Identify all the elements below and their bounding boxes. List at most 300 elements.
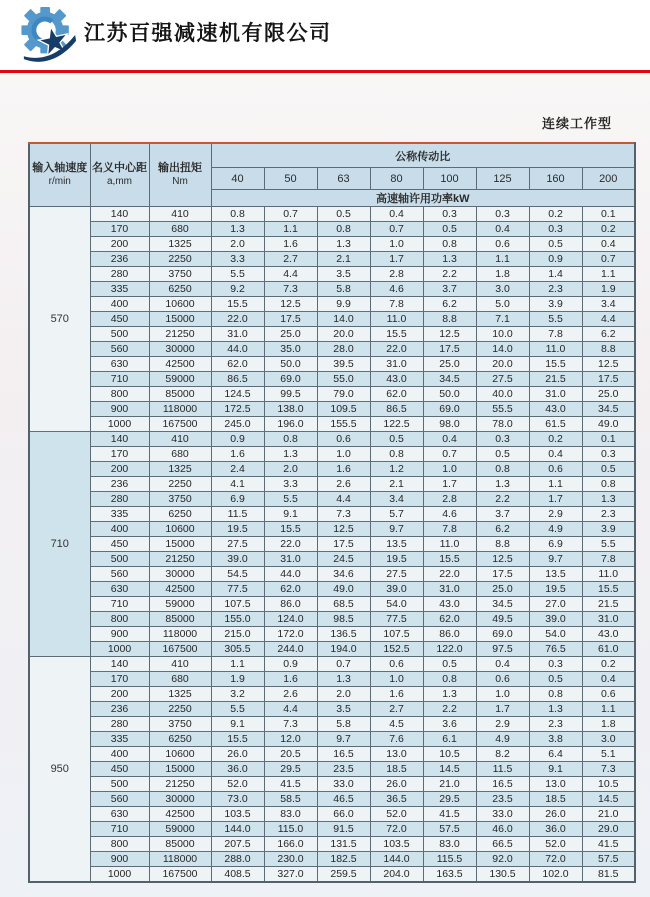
table-row: [29, 387, 635, 402]
power-value-cell: 11.5: [476, 762, 529, 777]
power-value-cell: 3.5: [317, 267, 370, 282]
power-value-cell: 0.4: [476, 222, 529, 237]
power-value-cell: 12.5: [317, 522, 370, 537]
power-value-cell: 19.5: [529, 582, 582, 597]
power-value-cell: 0.3: [529, 657, 582, 672]
ratio-header-cell: 80: [370, 168, 423, 190]
power-value-cell: 26.0: [211, 747, 264, 762]
power-value-cell: 23.5: [476, 792, 529, 807]
power-value-cell: 86.0: [264, 597, 317, 612]
power-value-cell: 5.8: [317, 282, 370, 297]
input-speed-header-label: 输入轴速度: [32, 162, 88, 174]
table-row: [29, 207, 635, 222]
center-distance-cell: 1000: [90, 642, 149, 657]
power-value-cell: 3.0: [582, 732, 635, 747]
table-row: [29, 642, 635, 657]
power-value-cell: 1.0: [370, 237, 423, 252]
table-row: [29, 447, 635, 462]
ratio-header-cell: 100: [423, 168, 476, 190]
ratio-header-cell: 200: [582, 168, 635, 190]
power-value-cell: 103.5: [370, 837, 423, 852]
power-value-cell: 1.1: [582, 267, 635, 282]
power-value-cell: 0.4: [529, 447, 582, 462]
input-speed-header: [29, 143, 90, 207]
power-value-cell: 0.1: [582, 207, 635, 222]
power-value-cell: 2.9: [476, 717, 529, 732]
power-value-cell: 4.1: [211, 477, 264, 492]
table-row: [29, 237, 635, 252]
table-row: [29, 432, 635, 447]
power-value-cell: 15.5: [529, 357, 582, 372]
power-value-cell: 4.4: [582, 312, 635, 327]
power-value-cell: 69.0: [423, 402, 476, 417]
power-value-cell: 3.7: [423, 282, 476, 297]
power-value-cell: 0.4: [582, 237, 635, 252]
power-value-cell: 259.5: [317, 867, 370, 883]
power-value-cell: 8.8: [476, 537, 529, 552]
power-value-cell: 52.0: [211, 777, 264, 792]
table-row: [29, 552, 635, 567]
power-value-cell: 13.5: [529, 567, 582, 582]
table-row: [29, 852, 635, 867]
power-value-cell: 2.2: [423, 267, 476, 282]
power-value-cell: 14.5: [423, 762, 476, 777]
output-torque-cell: 680: [149, 672, 211, 687]
power-value-cell: 27.5: [370, 567, 423, 582]
center-distance-cell: 335: [90, 282, 149, 297]
ratio-header-cell: 160: [529, 168, 582, 190]
center-distance-cell: 450: [90, 312, 149, 327]
power-value-cell: 21.0: [423, 777, 476, 792]
power-value-cell: 8.8: [582, 342, 635, 357]
table-row: [29, 612, 635, 627]
power-value-cell: 1.6: [211, 447, 264, 462]
ratio-header-cell: 40: [211, 168, 264, 190]
power-value-cell: 122.0: [423, 642, 476, 657]
power-value-cell: 18.5: [529, 792, 582, 807]
power-value-cell: 1.9: [582, 282, 635, 297]
power-value-cell: 0.6: [582, 687, 635, 702]
output-torque-cell: 30000: [149, 567, 211, 582]
power-value-cell: 115.5: [423, 852, 476, 867]
center-distance-cell: 450: [90, 762, 149, 777]
table-row: [29, 267, 635, 282]
power-value-cell: 2.7: [264, 252, 317, 267]
power-value-cell: 2.9: [529, 507, 582, 522]
center-distance-cell: 800: [90, 837, 149, 852]
power-value-cell: 62.0: [264, 582, 317, 597]
power-value-cell: 172.5: [211, 402, 264, 417]
power-value-cell: 11.0: [423, 537, 476, 552]
power-value-cell: 1.6: [264, 672, 317, 687]
power-value-cell: 34.5: [423, 372, 476, 387]
output-torque-cell: 410: [149, 657, 211, 672]
power-value-cell: 196.0: [264, 417, 317, 432]
power-value-cell: 21.5: [529, 372, 582, 387]
power-value-cell: 8.8: [423, 312, 476, 327]
power-value-cell: 215.0: [211, 627, 264, 642]
output-torque-cell: 30000: [149, 342, 211, 357]
table-row: [29, 597, 635, 612]
power-value-cell: 12.5: [264, 297, 317, 312]
power-value-cell: 0.6: [529, 462, 582, 477]
power-value-cell: 131.5: [317, 837, 370, 852]
power-value-cell: 0.3: [582, 447, 635, 462]
site-header: [0, 0, 650, 70]
header-row-ratio-title: [29, 143, 635, 168]
power-value-cell: 244.0: [264, 642, 317, 657]
output-torque-cell: 1325: [149, 687, 211, 702]
power-value-cell: 1.3: [582, 492, 635, 507]
power-value-cell: 55.5: [476, 402, 529, 417]
power-rating-table: [28, 142, 636, 883]
power-value-cell: 12.5: [582, 357, 635, 372]
output-torque-cell: 85000: [149, 387, 211, 402]
power-value-cell: 5.5: [211, 702, 264, 717]
power-value-cell: 1.6: [264, 237, 317, 252]
power-value-cell: 4.4: [264, 702, 317, 717]
output-torque-cell: 3750: [149, 267, 211, 282]
center-distance-cell: 710: [90, 372, 149, 387]
power-value-cell: 0.5: [423, 657, 476, 672]
center-distance-cell: 236: [90, 252, 149, 267]
power-value-cell: 1.6: [317, 462, 370, 477]
center-distance-cell: 335: [90, 507, 149, 522]
table-head: [29, 143, 635, 207]
power-value-cell: 0.7: [582, 252, 635, 267]
power-value-cell: 31.0: [529, 387, 582, 402]
power-value-cell: 50.0: [264, 357, 317, 372]
power-value-cell: 0.8: [317, 222, 370, 237]
center-distance-header: [90, 143, 149, 207]
output-torque-cell: 85000: [149, 612, 211, 627]
power-value-cell: 21.0: [582, 807, 635, 822]
power-value-cell: 0.7: [423, 447, 476, 462]
power-value-cell: 115.0: [264, 822, 317, 837]
output-torque-cell: 21250: [149, 327, 211, 342]
power-value-cell: 14.5: [582, 792, 635, 807]
output-torque-cell: 59000: [149, 372, 211, 387]
power-value-cell: 9.7: [370, 522, 423, 537]
power-value-cell: 3.4: [582, 297, 635, 312]
power-value-cell: 20.5: [264, 747, 317, 762]
power-value-cell: 10.5: [582, 777, 635, 792]
table-row: [29, 297, 635, 312]
power-value-cell: 34.5: [476, 597, 529, 612]
center-distance-cell: 900: [90, 852, 149, 867]
power-value-cell: 138.0: [264, 402, 317, 417]
power-value-cell: 0.8: [423, 672, 476, 687]
power-value-cell: 2.0: [317, 687, 370, 702]
power-value-cell: 0.5: [317, 207, 370, 222]
power-value-cell: 3.0: [476, 282, 529, 297]
table-row: [29, 342, 635, 357]
power-value-cell: 0.3: [476, 207, 529, 222]
table-row: [29, 687, 635, 702]
power-value-cell: 41.5: [264, 777, 317, 792]
power-value-cell: 0.5: [423, 222, 476, 237]
center-distance-cell: 170: [90, 672, 149, 687]
power-value-cell: 33.0: [317, 777, 370, 792]
power-value-cell: 7.8: [423, 522, 476, 537]
input-speed-cell: 570: [29, 207, 90, 432]
power-value-cell: 36.0: [211, 762, 264, 777]
power-value-cell: 0.2: [529, 207, 582, 222]
power-value-cell: 61.0: [582, 642, 635, 657]
power-value-cell: 83.0: [264, 807, 317, 822]
power-value-cell: 3.4: [370, 492, 423, 507]
power-value-cell: 327.0: [264, 867, 317, 883]
power-value-cell: 0.8: [476, 462, 529, 477]
power-value-cell: 77.5: [370, 612, 423, 627]
center-distance-cell: 1000: [90, 417, 149, 432]
center-distance-cell: 400: [90, 297, 149, 312]
power-value-cell: 245.0: [211, 417, 264, 432]
power-value-cell: 43.0: [370, 372, 423, 387]
power-value-cell: 19.5: [211, 522, 264, 537]
output-torque-cell: 42500: [149, 582, 211, 597]
table-row: [29, 702, 635, 717]
power-value-cell: 27.5: [476, 372, 529, 387]
power-value-cell: 43.0: [529, 402, 582, 417]
power-value-cell: 11.0: [370, 312, 423, 327]
power-value-cell: 1.1: [211, 657, 264, 672]
power-value-cell: 107.5: [211, 597, 264, 612]
center-distance-cell: 450: [90, 537, 149, 552]
power-value-cell: 54.5: [211, 567, 264, 582]
power-value-cell: 66.5: [476, 837, 529, 852]
power-value-cell: 76.5: [529, 642, 582, 657]
power-value-cell: 17.5: [317, 537, 370, 552]
output-torque-cell: 10600: [149, 522, 211, 537]
power-value-cell: 91.5: [317, 822, 370, 837]
power-value-cell: 11.0: [582, 567, 635, 582]
table-row: [29, 522, 635, 537]
power-value-cell: 22.0: [264, 537, 317, 552]
power-value-cell: 0.6: [370, 657, 423, 672]
output-torque-header-label: 输出扭矩: [158, 162, 202, 174]
output-torque-cell: 410: [149, 432, 211, 447]
power-value-cell: 49.0: [317, 582, 370, 597]
center-distance-cell: 236: [90, 702, 149, 717]
power-value-cell: 1.2: [370, 462, 423, 477]
power-value-cell: 0.8: [529, 687, 582, 702]
center-distance-cell: 400: [90, 522, 149, 537]
power-value-cell: 17.5: [423, 342, 476, 357]
power-value-cell: 1.3: [476, 477, 529, 492]
center-distance-cell: 280: [90, 492, 149, 507]
power-value-cell: 1.0: [476, 687, 529, 702]
power-value-cell: 0.7: [370, 222, 423, 237]
power-value-cell: 25.0: [476, 582, 529, 597]
output-torque-cell: 118000: [149, 627, 211, 642]
power-value-cell: 40.0: [476, 387, 529, 402]
output-torque-cell: 6250: [149, 507, 211, 522]
power-value-cell: 2.3: [529, 717, 582, 732]
table-row: [29, 717, 635, 732]
table-row: [29, 792, 635, 807]
power-value-cell: 43.0: [582, 627, 635, 642]
power-value-cell: 0.9: [264, 657, 317, 672]
power-value-cell: 103.5: [211, 807, 264, 822]
content-area: [0, 73, 650, 897]
power-value-cell: 1.3: [529, 702, 582, 717]
power-value-cell: 12.0: [264, 732, 317, 747]
power-value-cell: 0.2: [582, 657, 635, 672]
power-value-cell: 230.0: [264, 852, 317, 867]
power-value-cell: 0.3: [423, 207, 476, 222]
center-distance-cell: 1000: [90, 867, 149, 883]
power-value-cell: 23.5: [317, 762, 370, 777]
power-value-cell: 5.7: [370, 507, 423, 522]
center-distance-cell: 560: [90, 342, 149, 357]
power-value-cell: 20.0: [317, 327, 370, 342]
center-distance-cell: 900: [90, 402, 149, 417]
power-value-cell: 8.2: [476, 747, 529, 762]
power-value-cell: 26.0: [529, 807, 582, 822]
power-value-cell: 25.0: [582, 387, 635, 402]
power-value-cell: 1.7: [370, 252, 423, 267]
power-value-cell: 79.0: [317, 387, 370, 402]
power-value-cell: 7.3: [317, 507, 370, 522]
power-value-cell: 55.0: [317, 372, 370, 387]
power-value-cell: 77.5: [211, 582, 264, 597]
power-value-cell: 9.1: [264, 507, 317, 522]
power-value-cell: 2.0: [211, 237, 264, 252]
power-value-cell: 0.7: [264, 207, 317, 222]
power-value-cell: 49.0: [582, 417, 635, 432]
company-name[interactable]: 江苏百强减速机有限公司: [84, 22, 332, 45]
power-value-cell: 1.3: [264, 447, 317, 462]
center-distance-cell: 710: [90, 822, 149, 837]
power-value-cell: 18.5: [370, 762, 423, 777]
power-value-cell: 66.0: [317, 807, 370, 822]
power-value-cell: 0.4: [370, 207, 423, 222]
output-torque-header-unit: Nm: [172, 176, 188, 187]
power-value-cell: 26.0: [370, 777, 423, 792]
table-row: [29, 762, 635, 777]
power-value-cell: 13.0: [529, 777, 582, 792]
power-value-cell: 7.8: [370, 297, 423, 312]
power-value-cell: 1.8: [582, 717, 635, 732]
power-value-cell: 5.5: [264, 492, 317, 507]
power-value-cell: 9.1: [211, 717, 264, 732]
power-value-cell: 29.0: [582, 822, 635, 837]
output-torque-cell: 1325: [149, 462, 211, 477]
power-value-cell: 0.6: [317, 432, 370, 447]
output-torque-cell: 15000: [149, 537, 211, 552]
center-distance-cell: 630: [90, 807, 149, 822]
table-row: [29, 372, 635, 387]
output-torque-cell: 59000: [149, 822, 211, 837]
power-value-cell: 31.0: [582, 612, 635, 627]
power-value-cell: 78.0: [476, 417, 529, 432]
center-distance-cell: 560: [90, 792, 149, 807]
power-value-cell: 109.5: [317, 402, 370, 417]
power-value-cell: 9.7: [529, 552, 582, 567]
center-distance-cell: 800: [90, 387, 149, 402]
output-torque-cell: 10600: [149, 297, 211, 312]
power-value-cell: 62.0: [370, 387, 423, 402]
table-row: [29, 462, 635, 477]
power-value-cell: 144.0: [211, 822, 264, 837]
power-value-cell: 54.0: [529, 627, 582, 642]
power-value-cell: 15.5: [211, 297, 264, 312]
power-value-cell: 1.0: [423, 462, 476, 477]
power-value-cell: 12.5: [423, 327, 476, 342]
output-torque-cell: 6250: [149, 732, 211, 747]
power-value-cell: 11.5: [211, 507, 264, 522]
power-value-cell: 6.9: [529, 537, 582, 552]
power-value-cell: 3.7: [476, 507, 529, 522]
input-speed-cell: 710: [29, 432, 90, 657]
company-logo[interactable]: [20, 5, 78, 65]
power-value-cell: 207.5: [211, 837, 264, 852]
power-value-cell: 0.6: [476, 672, 529, 687]
power-value-cell: 68.5: [317, 597, 370, 612]
output-torque-cell: 118000: [149, 402, 211, 417]
power-value-cell: 44.0: [264, 567, 317, 582]
center-distance-cell: 710: [90, 597, 149, 612]
power-value-cell: 2.1: [317, 252, 370, 267]
power-value-cell: 1.7: [423, 477, 476, 492]
power-value-cell: 14.0: [476, 342, 529, 357]
power-value-cell: 86.0: [423, 627, 476, 642]
power-value-cell: 1.3: [423, 687, 476, 702]
power-value-cell: 1.1: [529, 477, 582, 492]
input-speed-header-unit: r/min: [48, 176, 71, 187]
output-torque-cell: 15000: [149, 762, 211, 777]
power-value-cell: 122.5: [370, 417, 423, 432]
center-distance-cell: 140: [90, 657, 149, 672]
power-value-cell: 5.0: [476, 297, 529, 312]
output-torque-cell: 6250: [149, 282, 211, 297]
power-value-cell: 0.9: [529, 252, 582, 267]
power-value-cell: 62.0: [423, 612, 476, 627]
table-row: [29, 567, 635, 582]
power-value-cell: 16.5: [476, 777, 529, 792]
table-row: [29, 807, 635, 822]
power-value-cell: 7.6: [370, 732, 423, 747]
power-value-cell: 69.0: [476, 627, 529, 642]
power-value-cell: 3.9: [582, 522, 635, 537]
power-value-cell: 155.0: [211, 612, 264, 627]
power-value-cell: 0.3: [476, 432, 529, 447]
power-value-cell: 83.0: [423, 837, 476, 852]
power-value-cell: 22.0: [370, 342, 423, 357]
power-value-cell: 5.1: [582, 747, 635, 762]
power-value-cell: 2.8: [423, 492, 476, 507]
power-value-cell: 7.1: [476, 312, 529, 327]
power-value-cell: 7.8: [529, 327, 582, 342]
output-torque-cell: 10600: [149, 747, 211, 762]
power-value-cell: 29.5: [264, 762, 317, 777]
power-value-cell: 204.0: [370, 867, 423, 883]
power-value-cell: 305.5: [211, 642, 264, 657]
output-torque-cell: 2250: [149, 252, 211, 267]
power-value-cell: 29.5: [423, 792, 476, 807]
center-distance-cell: 200: [90, 687, 149, 702]
output-torque-cell: 2250: [149, 702, 211, 717]
power-value-cell: 24.5: [317, 552, 370, 567]
power-value-cell: 6.2: [423, 297, 476, 312]
table-row: [29, 222, 635, 237]
output-torque-cell: 42500: [149, 807, 211, 822]
power-value-cell: 61.5: [529, 417, 582, 432]
power-value-cell: 2.3: [529, 282, 582, 297]
power-value-cell: 6.1: [423, 732, 476, 747]
power-value-cell: 7.3: [264, 282, 317, 297]
